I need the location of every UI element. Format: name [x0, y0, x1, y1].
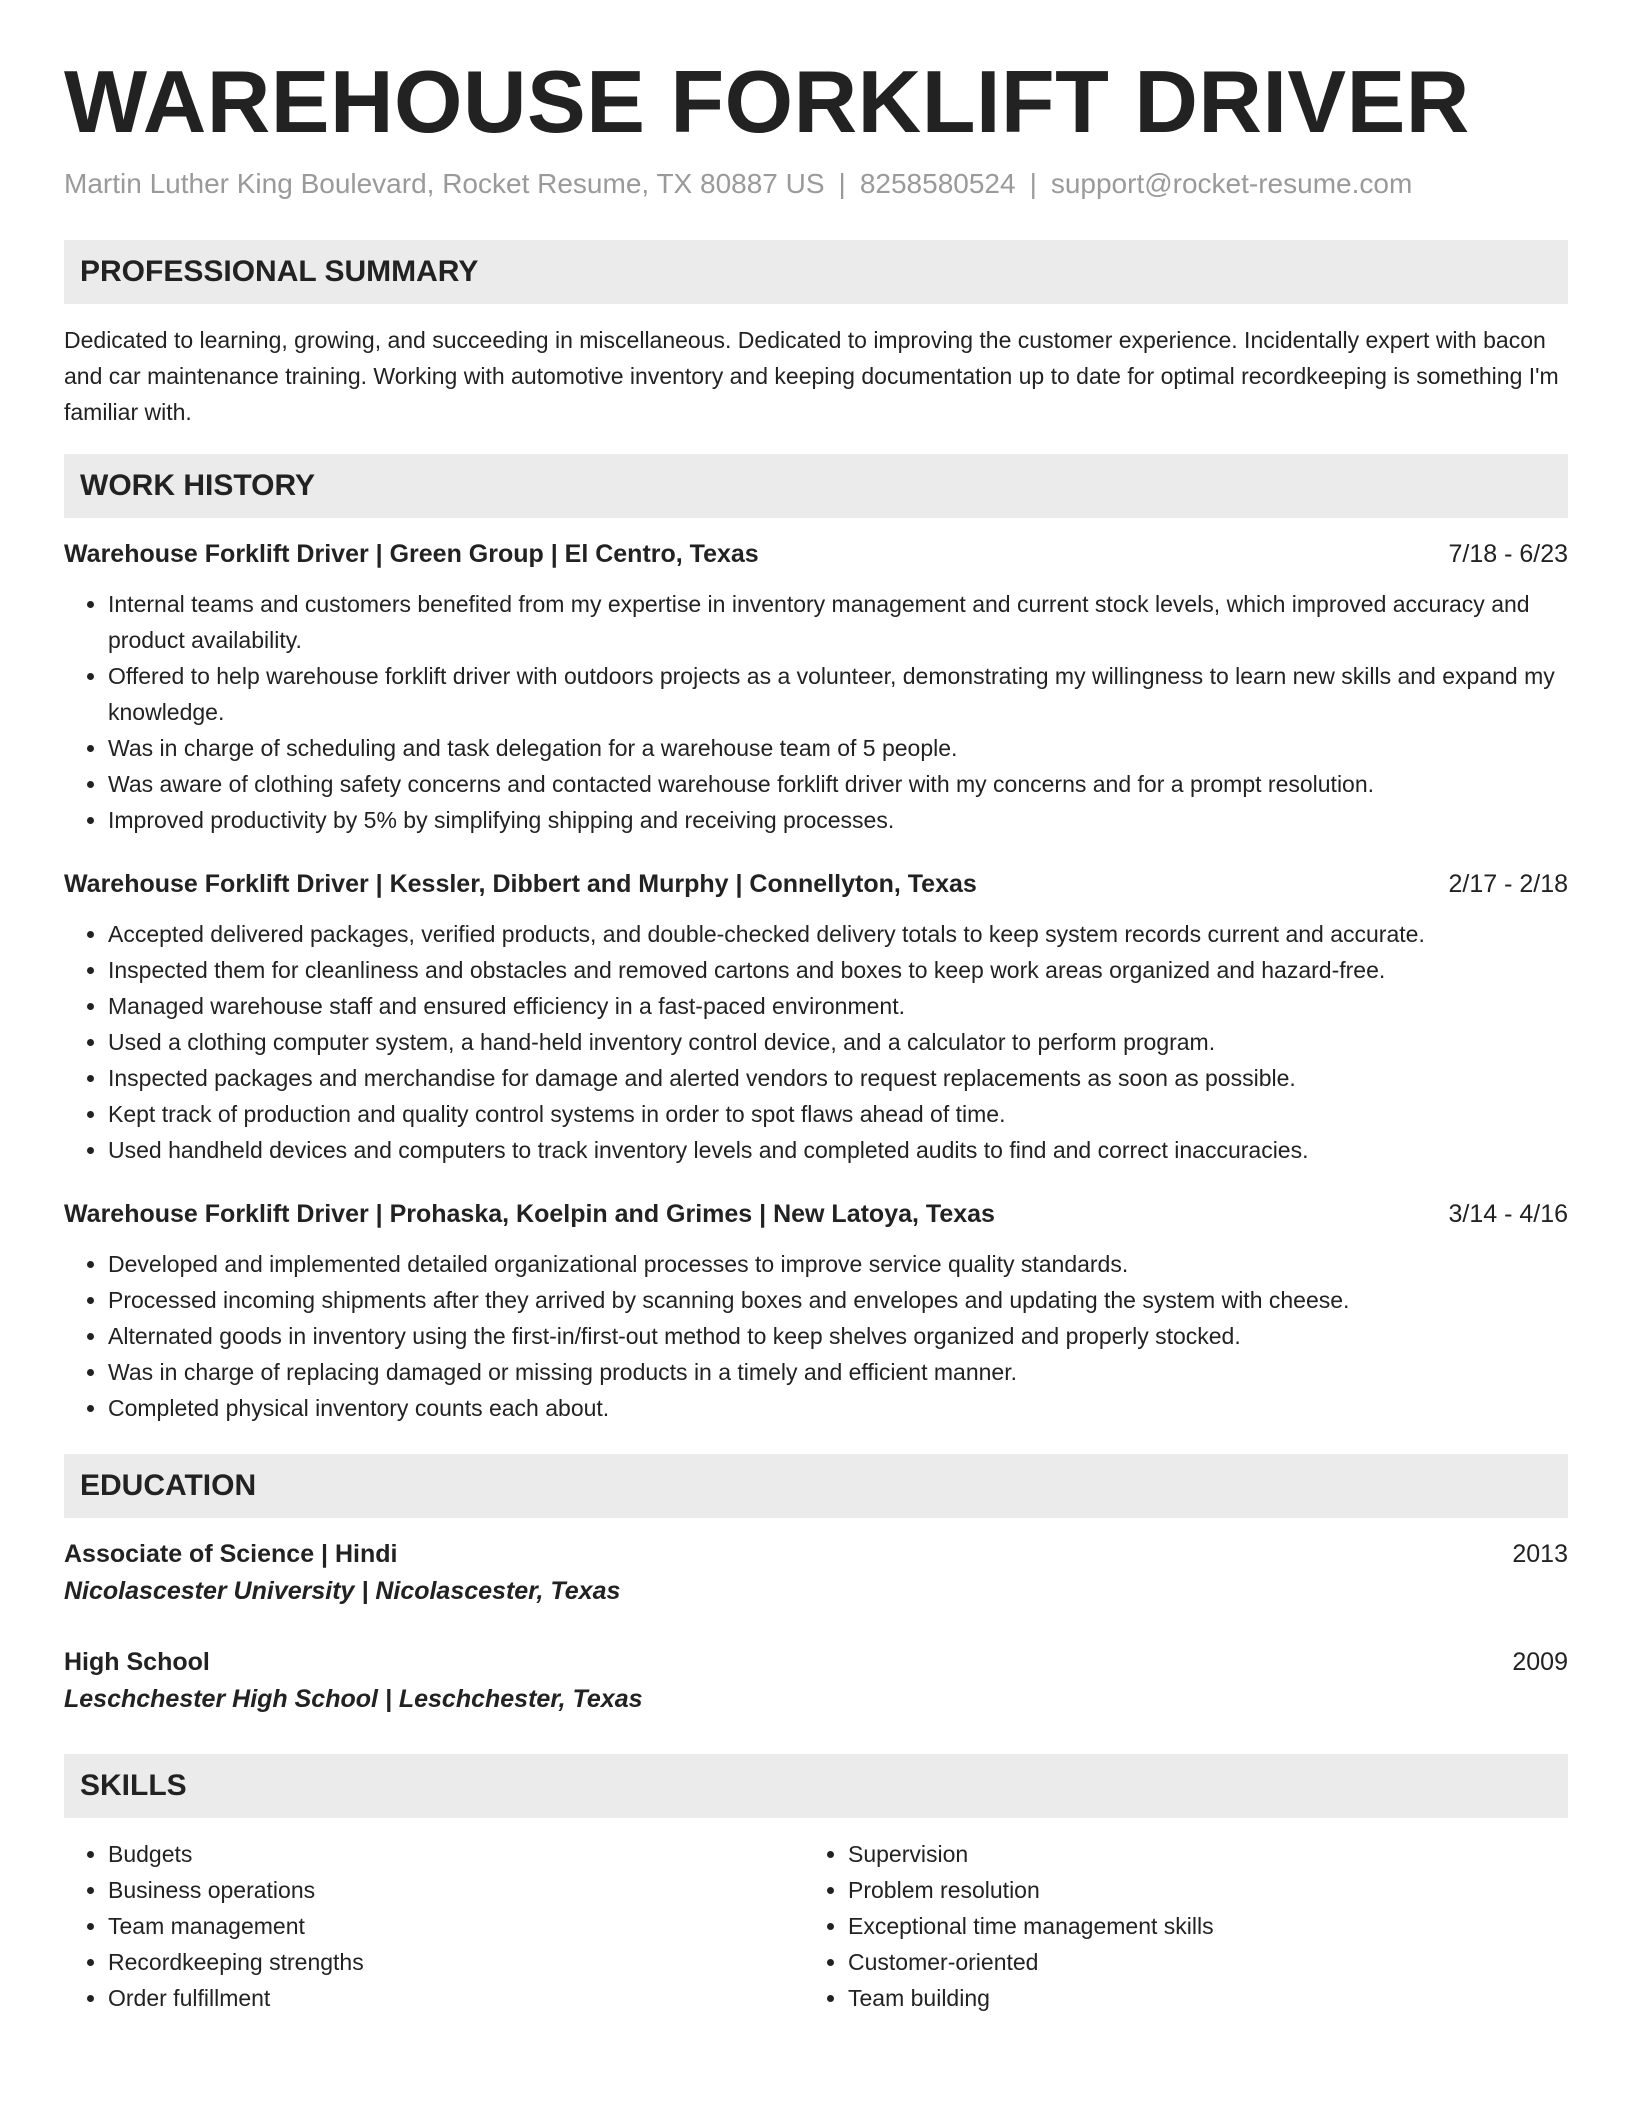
- education-year: 2009: [1512, 1648, 1568, 1676]
- contact-phone: 8258580524: [859, 168, 1016, 199]
- job-bullet: • Was aware of clothing safety concerns and contacted warehouse forklift driver with my concerns and for a prompt resolution.: [108, 766, 1568, 802]
- contact-address: Martin Luther King Boulevard, Rocket Resume, TX 80887 US: [64, 168, 825, 199]
- skill-item: • Exceptional time management skills: [848, 1908, 1544, 1944]
- skills-column-right: [804, 1836, 1544, 2016]
- education-degree: Associate of Science | Hindi: [64, 1540, 398, 1568]
- job-bullet: • Internal teams and customers benefited from my expertise in inventory management and current stock levels, which improved accuracy and product availability.: [108, 586, 1568, 658]
- skill-item: • Team building: [848, 1980, 1544, 2016]
- skill-item: • Order fulfillment: [108, 1980, 804, 2016]
- job-bullet: • Developed and implemented detailed organizational processes to improve service quality standards.: [108, 1246, 1568, 1282]
- job-bullet: • Inspected packages and merchandise for damage and alerted vendors to request replacements as soon as possible.: [108, 1060, 1568, 1096]
- job-dates: 7/18 - 6/23: [1448, 540, 1568, 568]
- job-bullets: [64, 1246, 1568, 1426]
- job-bullet: • Completed physical inventory counts each about.: [108, 1390, 1568, 1426]
- contact-separator: |: [838, 168, 846, 199]
- education-entry: [64, 1536, 1568, 1610]
- section-heading-work-history: WORK HISTORY: [64, 454, 1568, 518]
- job-title: Warehouse Forklift Driver | Prohaska, Koelpin and Grimes | New Latoya, Texas: [64, 1200, 995, 1228]
- job-bullets: [64, 916, 1568, 1168]
- education-header: [64, 1536, 1568, 1572]
- contact-separator: |: [1029, 168, 1037, 199]
- job-bullet: • Inspected them for cleanliness and obstacles and removed cartons and boxes to keep work areas organized and hazard-free.: [108, 952, 1568, 988]
- education-year: 2013: [1512, 1540, 1568, 1568]
- job-dates: 2/17 - 2/18: [1448, 870, 1568, 898]
- skill-item: • Customer-oriented: [848, 1944, 1544, 1980]
- job-bullet: • Used a clothing computer system, a hand-held inventory control device, and a calculator to perform program.: [108, 1024, 1568, 1060]
- job-header: [64, 536, 1568, 572]
- education-degree: High School: [64, 1648, 210, 1676]
- skill-item: • Supervision: [848, 1836, 1544, 1872]
- job-entry: [64, 536, 1568, 838]
- job-header: [64, 1196, 1568, 1232]
- summary-text: Dedicated to learning, growing, and succeeding in miscellaneous. Dedicated to improving the customer experience. Incidentally expert with bacon and car maintenance training. Working with automotive inventory and keeping documentation up to date for optimal recordkeeping is something I'm familiar with.: [64, 327, 1559, 425]
- contact-email[interactable]: support@rocket-resume.com: [1050, 168, 1413, 199]
- job-bullet: • Improved productivity by 5% by simplifying shipping and receiving processes.: [108, 802, 1568, 838]
- job-bullet: • Kept track of production and quality control systems in order to spot flaws ahead of time.: [108, 1096, 1568, 1132]
- education-header: [64, 1644, 1568, 1680]
- contact-line: [64, 166, 1568, 202]
- job-bullets: [64, 586, 1568, 838]
- section-heading-education: EDUCATION: [64, 1454, 1568, 1518]
- resume-title: WAREHOUSE FORKLIFT DRIVER: [64, 52, 1470, 151]
- job-header: [64, 866, 1568, 902]
- section-heading-summary: PROFESSIONAL SUMMARY: [64, 240, 1568, 304]
- job-bullet: • Processed incoming shipments after they arrived by scanning boxes and envelopes and updating the system with cheese.: [108, 1282, 1568, 1318]
- education-school: Nicolascester University | Nicolascester, Texas: [64, 1577, 621, 1605]
- job-bullet: • Alternated goods in inventory using the first-in/first-out method to keep shelves organized and properly stocked.: [108, 1318, 1568, 1354]
- skill-item: • Budgets: [108, 1836, 804, 1872]
- education-entry: [64, 1644, 1568, 1718]
- skill-item: • Business operations: [108, 1872, 804, 1908]
- job-bullet: • Was in charge of replacing damaged or missing products in a timely and efficient manner.: [108, 1354, 1568, 1390]
- skills-column-left: [64, 1836, 804, 2016]
- job-bullet: • Managed warehouse staff and ensured efficiency in a fast-paced environment.: [108, 988, 1568, 1024]
- job-bullet: • Offered to help warehouse forklift driver with outdoors projects as a volunteer, demonstrating my willingness to learn new skills and expand my knowledge.: [108, 658, 1568, 730]
- skill-item: • Team management: [108, 1908, 804, 1944]
- job-bullet: • Used handheld devices and computers to track inventory levels and completed audits to find and correct inaccuracies.: [108, 1132, 1568, 1168]
- job-title: Warehouse Forklift Driver | Green Group | El Centro, Texas: [64, 540, 759, 568]
- job-bullet: • Accepted delivered packages, verified products, and double-checked delivery totals to keep system records current and accurate.: [108, 916, 1568, 952]
- job-entry: [64, 866, 1568, 1168]
- skill-item: • Recordkeeping strengths: [108, 1944, 804, 1980]
- skills-list: [64, 1836, 1568, 2016]
- skill-item: • Problem resolution: [848, 1872, 1544, 1908]
- job-title: Warehouse Forklift Driver | Kessler, Dibbert and Murphy | Connellyton, Texas: [64, 870, 977, 898]
- job-dates: 3/14 - 4/16: [1448, 1200, 1568, 1228]
- section-heading-skills: SKILLS: [64, 1754, 1568, 1818]
- job-bullet: • Was in charge of scheduling and task delegation for a warehouse team of 5 people.: [108, 730, 1568, 766]
- job-entry: [64, 1196, 1568, 1426]
- education-school: Leschchester High School | Leschchester, Texas: [64, 1685, 643, 1713]
